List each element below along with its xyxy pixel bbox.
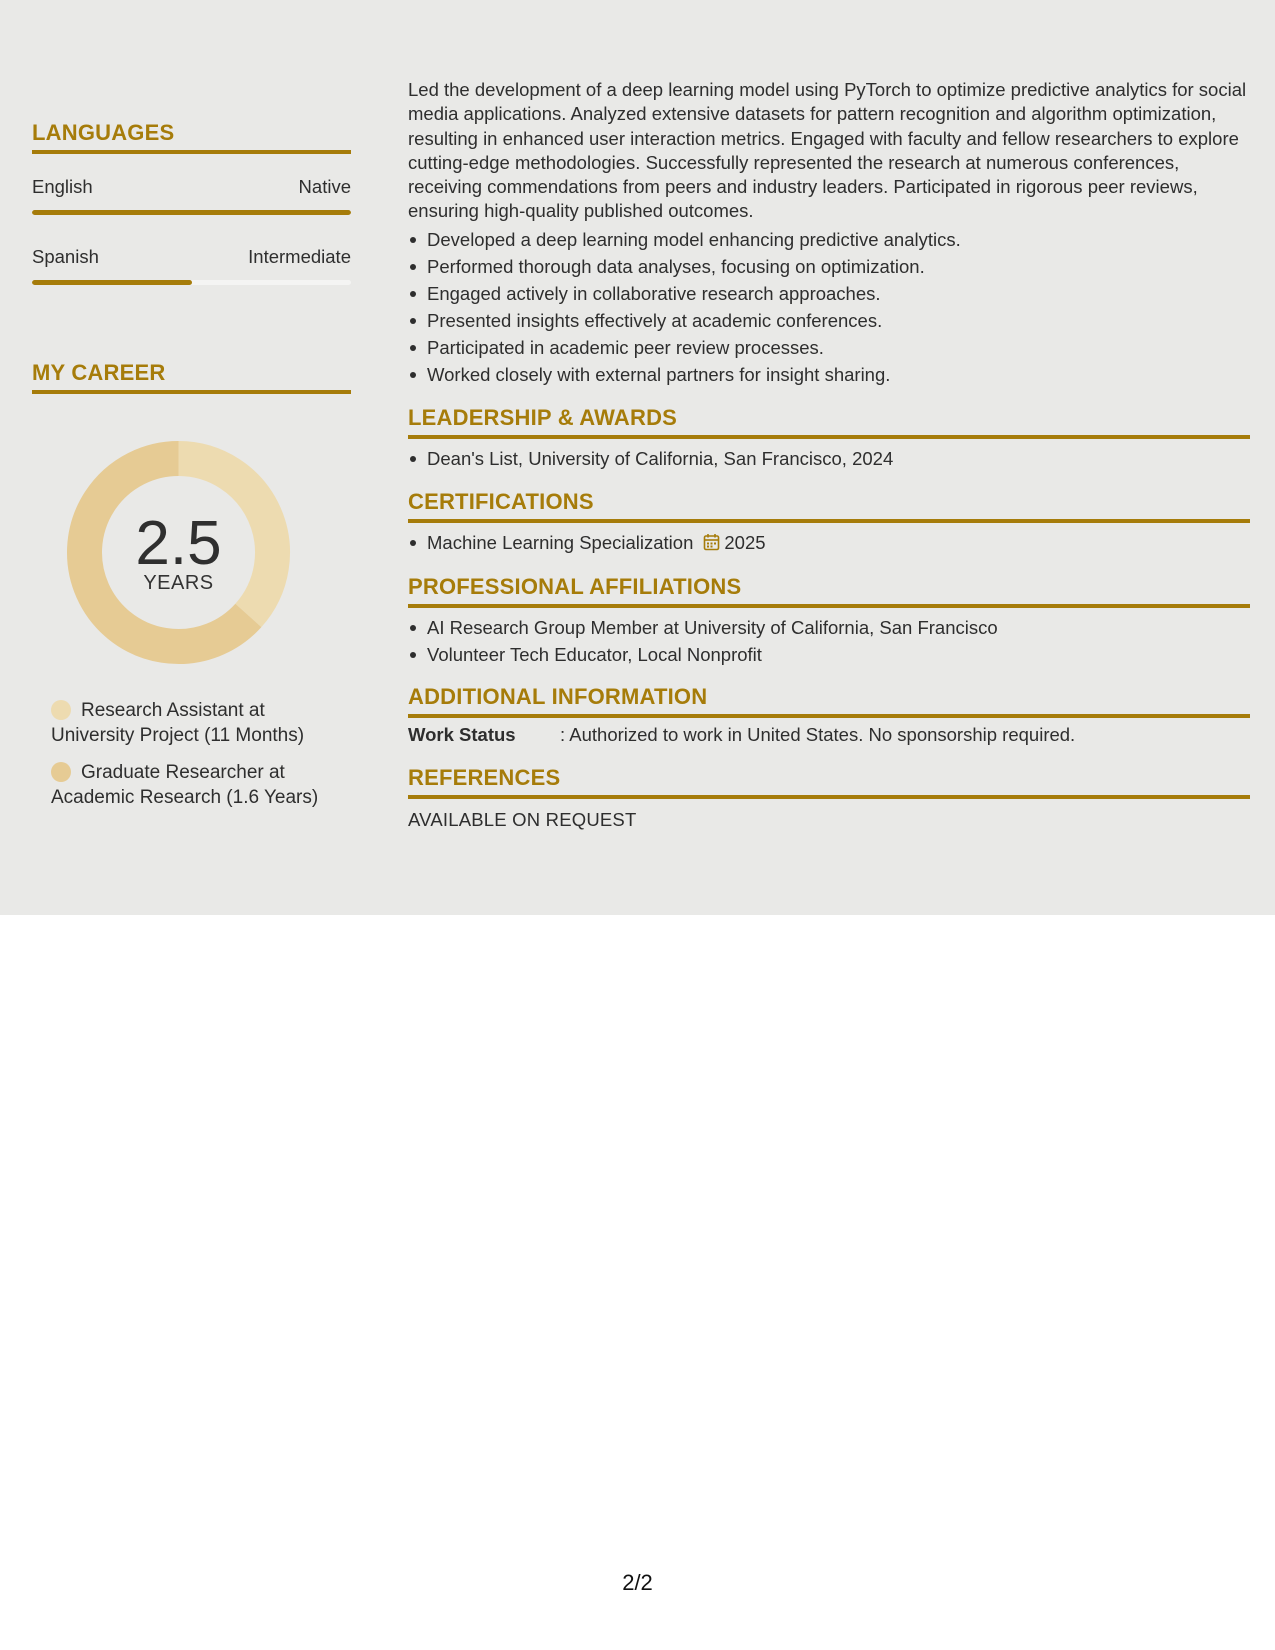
legend-dot-icon [51, 700, 71, 720]
list-item: AI Research Group Member at University of California, San Francisco [408, 614, 1250, 641]
work-status-row [408, 724, 1250, 746]
references-text: AVAILABLE ON REQUEST [408, 809, 637, 830]
career-total-unit: YEARS [143, 572, 214, 594]
career-legend-item [51, 698, 351, 748]
list-item: Engaged actively in collaborative research approaches. [408, 280, 1250, 307]
list-item: Dean's List, University of California, San Francisco, 2024 [408, 445, 1250, 472]
language-level: Native [298, 176, 351, 197]
certification-name: Machine Learning Specialization [427, 532, 694, 553]
language-proficiency-bar [32, 280, 351, 285]
list-item: Worked closely with external partners for insight sharing. [408, 361, 1250, 388]
language-level: Intermediate [248, 246, 351, 267]
career-legend-item [51, 760, 351, 810]
affiliations-list [408, 614, 1250, 668]
career-heading: MY CAREER [32, 360, 351, 394]
career-donut-chart [66, 440, 291, 665]
legend-label: Research Assistant at University Project (11 Months) [51, 700, 305, 746]
language-english [32, 176, 351, 215]
leadership-list [408, 445, 1250, 472]
work-status-label: Work Status [408, 724, 516, 745]
languages-heading: LANGUAGES [32, 120, 351, 154]
experience-bullet-list [408, 226, 1250, 388]
references-heading: REFERENCES [408, 765, 1250, 799]
list-item [408, 529, 1250, 556]
language-spanish [32, 246, 351, 285]
list-item: Presented insights effectively at academic conferences. [408, 307, 1250, 334]
work-status-value: : Authorized to work in United States. No sponsorship required. [560, 724, 1076, 745]
language-proficiency-fill [32, 280, 192, 285]
list-item: Performed thorough data analyses, focusing on optimization. [408, 253, 1250, 280]
language-proficiency-fill [32, 210, 351, 215]
affiliations-heading: PROFESSIONAL AFFILIATIONS [408, 574, 1250, 608]
additional-info-heading: ADDITIONAL INFORMATION [408, 684, 1250, 718]
list-item: Developed a deep learning model enhancing predictive analytics. [408, 226, 1250, 253]
certifications-list [408, 529, 1250, 556]
certifications-heading: CERTIFICATIONS [408, 489, 1250, 523]
leadership-heading: LEADERSHIP & AWARDS [408, 405, 1250, 439]
calendar-icon [703, 533, 720, 551]
language-proficiency-bar [32, 210, 351, 215]
legend-dot-icon [51, 762, 71, 782]
page-number: 2/2 [622, 1570, 653, 1595]
experience-summary: Led the development of a deep learning model using PyTorch to optimize predictive analytics for social media applications. Analyzed extensive datasets for pattern recognition and algorithm optimization, resulting in enhanced user interaction metrics. Engaged with faculty and fellow researchers to explore cutting-edge methodologies. Successfully represented the research at numerous conferences, receiving commendations from peers and industry leaders. Participated in rigorous peer reviews, ensuring high-quality published outcomes. [408, 79, 1247, 222]
language-name: English [32, 176, 93, 197]
certification-year: 2025 [724, 532, 766, 553]
career-total-years: 2.5 [135, 509, 222, 578]
list-item: Participated in academic peer review processes. [408, 334, 1250, 361]
language-name: Spanish [32, 246, 99, 267]
list-item: Volunteer Tech Educator, Local Nonprofit [408, 641, 1250, 668]
legend-label: Graduate Researcher at Academic Research (1.6 Years) [51, 762, 319, 808]
